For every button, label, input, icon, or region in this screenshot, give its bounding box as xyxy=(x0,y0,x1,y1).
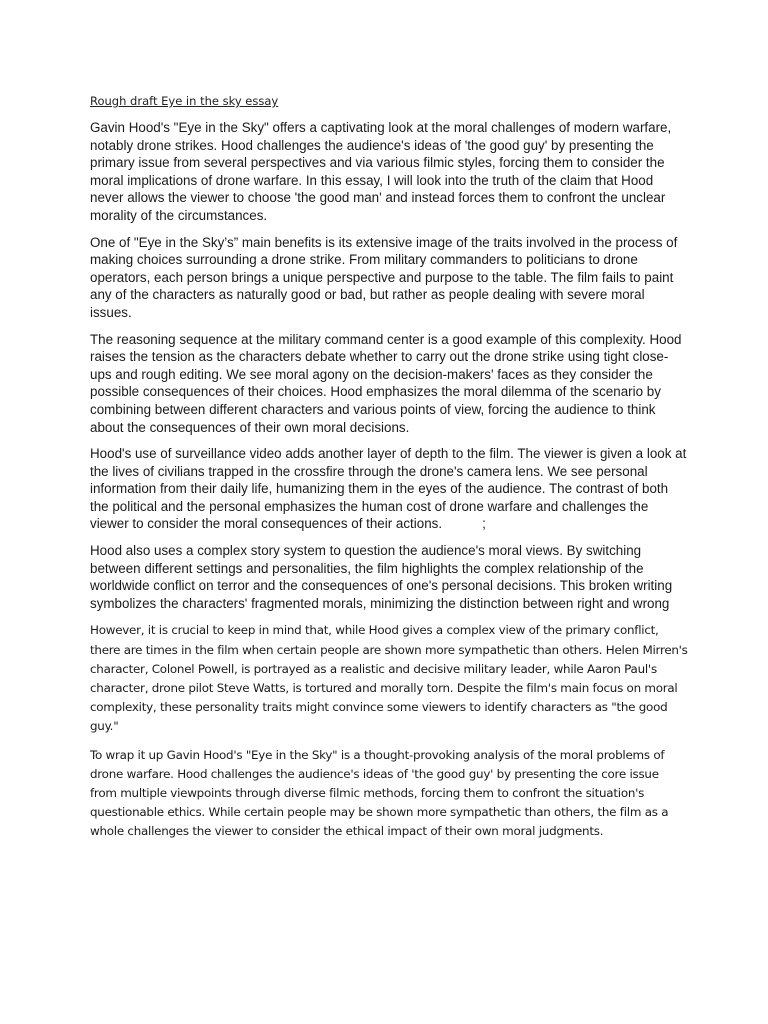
paragraph-command-center xyxy=(90,331,688,437)
paragraph-text: Gavin Hood's "Eye in the Sky" offers a captivating look at the moral challenges of modern warfare, notably drone strikes. Hood challenges the audience's ideas of 'the good guy' by presenting the primary issue from several perspectives and via various filmic styles, forcing them to consider the moral implications of drone warfare. In this essay, I will look into the truth of the claim that Hood never allows the viewer to choose 'the good man' and instead forces them to confront the unclear morality of the circumstances. xyxy=(90,120,672,223)
paragraph-introduction xyxy=(90,119,688,225)
paragraph-counterpoint xyxy=(90,621,688,736)
document-body xyxy=(90,93,688,851)
trailing-semicolon: ; xyxy=(482,516,486,532)
paragraph-text: Hood's use of surveillance video adds another layer of depth to the film. The viewer is given a look at the lives of civilians trapped in the crossfire through the drone's camera lens. We see personal information from their daily life, humanizing them in the eyes of the audience. The contrast of both the political and the personal emphasizes the human cost of drone warfare and challenges the viewer to consider the moral consequences of their actions. xyxy=(90,446,687,532)
paragraph-surveillance xyxy=(90,445,688,533)
paragraph-conclusion xyxy=(90,746,688,842)
paragraph-text: The reasoning sequence at the military command center is a good example of this complexity. Hood raises the tension as the characters debate whether to carry out the drone strike using tight close-ups and rough editing. We see moral agony on the decision-makers' faces as they consider the possible consequences of their choices. Hood emphasizes the moral dilemma of the scenario by combining between different characters and various points of view, forcing the audience to think about the consequences of their own moral decisions. xyxy=(90,331,682,435)
paragraph-perspectives xyxy=(90,234,688,322)
document-title: Rough draft Eye in the sky essay xyxy=(90,94,279,108)
paragraph-story-system xyxy=(90,542,688,612)
paragraph-text: Hood also uses a complex story system to question the audience's moral views. By switching between different settings and personalities, the film highlights the complex relationship of the worldwide conflict on terror and the consequences of one's personal decisions. This broken writing symbolizes the characters' fragmented morals, minimizing the distinction between right and wrong xyxy=(90,543,673,611)
paragraph-text: However, it is crucial to keep in mind that, while Hood gives a complex view of the primary conflict, there are times in the film when certain people are shown more sympathetic than others. Helen Mirren's character, Colonel Powell, is portrayed as a realistic and decisive military leader, while Aaron Paul's character, drone pilot Steve Watts, is tortured and morally torn. Despite the film's main focus on moral complexity, these personality traits might convince some viewers to identify characters as "the good guy." xyxy=(90,623,688,734)
paragraph-text: To wrap it up Gavin Hood's "Eye in the Sky" is a thought-provoking analysis of the moral problems of drone warfare. Hood challenges the audience's ideas of 'the good guy' by presenting the core issue from multiple viewpoints through diverse filmic methods, forcing them to confront the situation's questionable ethics. While certain people may be shown more sympathetic than others, the film as a whole challenges the viewer to consider the ethical impact of their own moral judgments. xyxy=(90,747,669,839)
paragraph-text: One of "Eye in the Sky’s” main benefits is its extensive image of the traits involved in the process of making choices surrounding a drone strike. From military commanders to politicians to drone operators, each person brings a unique perspective and purpose to the table. The film fails to paint any of the characters as naturally good or bad, but rather as people dealing with severe moral issues. xyxy=(90,234,678,320)
